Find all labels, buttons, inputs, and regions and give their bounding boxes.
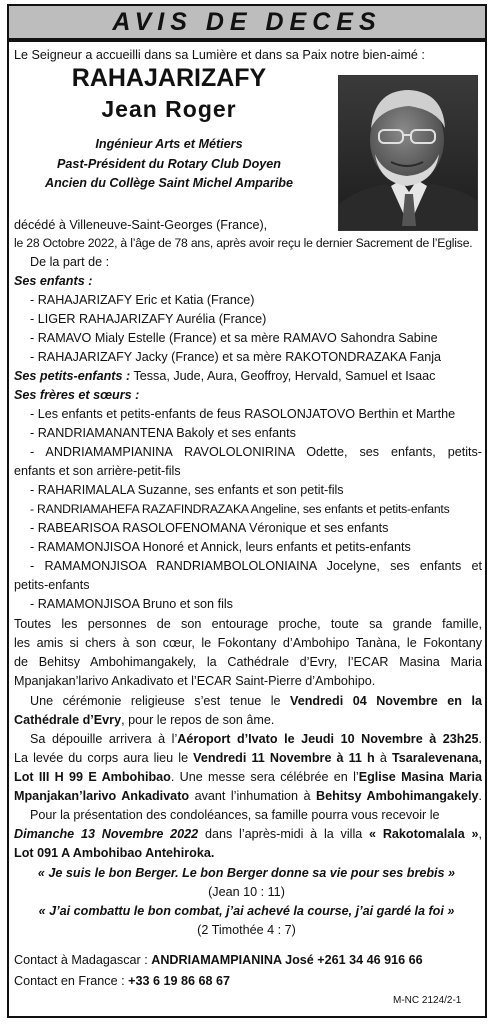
mass-church: Eglise Masina Maria	[358, 770, 482, 784]
grandchildren-heading: Ses petits-enfants :	[14, 369, 131, 383]
contact-label: Contact à Madagascar :	[14, 953, 148, 967]
death-place-line: décédé à Villeneuve-Saint-Georges (France),	[14, 218, 268, 232]
ceremony-line	[14, 712, 274, 729]
contact-france	[14, 973, 230, 990]
sibling-line: - RABEARISOA RASOLOFENOMANA Véronique et ses enfants	[30, 521, 389, 535]
grandchildren-line	[14, 368, 435, 385]
deceased-title: Past-Président du Rotary Club Doyen	[57, 157, 281, 171]
sibling-line: enfants et son arrière-petit-fils	[14, 464, 181, 478]
removal-date: Vendredi 11 Novembre à 11 h	[193, 751, 375, 765]
contact-value: ANDRIAMAMPIANINA José +261 34 46 916 66	[151, 953, 423, 967]
removal-line	[14, 750, 482, 767]
condolences-date: Dimanche 13 Novembre 2022	[14, 827, 199, 841]
sibling-line: - Les enfants et petits-enfants de feus RASOLONJATOVO Berthin et Marthe	[30, 407, 456, 421]
condolences-text: ,	[478, 827, 482, 841]
child-item: - RAHAJARIZAFY Eric et Katia (France)	[30, 293, 255, 307]
ceremony-text: Une cérémonie religieuse s’est tenue le	[30, 694, 281, 708]
condolences-line	[14, 826, 482, 843]
ceremony-date: Vendredi 04 Novembre en la	[290, 694, 482, 708]
burial-text: avant l’inhumation à	[194, 789, 311, 803]
sibling-line: - ANDRIAMAMPIANINA RAVOLOLONIRINA Odette, ses enfants, petits-	[30, 445, 482, 459]
removal-text: à	[379, 751, 387, 765]
sibling-line: - RANDRIAMAHEFA RAZAFINDRAZAKA Angeline, ses enfants et petits-enfants	[30, 502, 450, 516]
ceremony-place: Cathédrale d’Evry	[14, 713, 122, 727]
arrival-text: Sa dépouille arrivera à l’	[30, 732, 178, 746]
entourage-line: Toutes les personnes de son entourage proche, toute sa grande famille,	[14, 617, 482, 631]
mass-text: . Une messe sera célébrée en l’	[170, 770, 359, 784]
removal-text: La levée du corps aura lieu le	[14, 751, 189, 765]
burial-line	[14, 788, 482, 805]
children-heading: Ses enfants :	[14, 274, 93, 288]
arrival-details: Aéroport d’Ivato le Jeudi 10 Novembre à 23h25	[177, 732, 479, 746]
burial-text: .	[478, 789, 483, 803]
deceased-title: Ingénieur Arts et Métiers	[95, 137, 243, 151]
arrival-line	[30, 731, 482, 748]
bible-reference: (Jean 10 : 11)	[208, 885, 285, 899]
burial-place: Behitsy Ambohimangakely	[316, 789, 479, 803]
entourage-line: les amis si chers à son cœur, le Fokontany d’Ambohipo Tanàna, le Fokontany	[14, 636, 482, 650]
contact-value: +33 6 19 86 68 67	[128, 974, 231, 988]
contact-madagascar	[14, 952, 423, 969]
sibling-line: - RANDRIAMANANTENA Bakoly et ses enfants	[30, 426, 296, 440]
condolences-villa: « Rakotomalala »	[369, 827, 479, 841]
arrival-text: .	[478, 732, 482, 746]
deceased-portrait-photo	[338, 75, 478, 231]
mass-church: Mpanjakan’larivo Ankadivato	[14, 789, 190, 803]
grandchildren-names: Tessa, Jude, Aura, Geoffroy, Hervald, Samuel et Isaac	[133, 369, 436, 383]
intro-line: Le Seigneur a accueilli dans sa Lumière et dans sa Paix notre bien-aimé :	[14, 48, 425, 62]
condolences-text: dans l’après-midi à la villa	[204, 827, 363, 841]
child-item: - LIGER RAHAJARIZAFY Aurélia (France)	[30, 312, 267, 326]
siblings-heading: Ses frères et sœurs :	[14, 388, 140, 402]
mass-line	[14, 769, 482, 786]
deceased-surname: RAHAJARIZAFY	[71, 64, 267, 92]
sibling-line: - RAMAMONJISOA Bruno et son fils	[30, 597, 233, 611]
death-date-line: le 28 Octobre 2022, à l’âge de 78 ans, après avoir reçu le dernier Sacrement de l’Eglise.	[14, 236, 473, 250]
ceremony-text: , pour le repos de son âme.	[121, 713, 275, 727]
contact-label: Contact en France :	[14, 974, 125, 988]
deceased-given-names: Jean Roger	[101, 96, 237, 122]
ceremony-line	[30, 693, 482, 710]
from-line: De la part de :	[30, 255, 110, 269]
removal-address: Lot III H 99 E Ambohibao	[14, 770, 171, 784]
sibling-line: - RAMAMONJISOA Honoré et Annick, leurs enfants et petits-enfants	[30, 540, 411, 554]
sibling-line: - RAMAMONJISOA RANDRIAMBOLOLONIAINA Jocelyne, ses enfants et	[30, 559, 482, 573]
child-item: - RAMAVO Mialy Estelle (France) et sa mère RAMAVO Sahondra Sabine	[30, 331, 438, 345]
bible-quote: « Je suis le bon Berger. Le bon Berger donne sa vie pour ses brebis »	[37, 866, 456, 880]
condolences-address: Lot 091 A Ambohibao Antehiroka.	[14, 846, 215, 860]
entourage-line: de Behitsy Ambohimangakely, la Cathédrale d’Evry, l’ECAR Masina Maria	[14, 655, 482, 669]
notice-header-banner: AVIS DE DECES	[7, 4, 487, 40]
sibling-line: petits-enfants	[14, 578, 90, 592]
entourage-line: Mpanjakan’larivo Ankadivato et l’ECAR Saint-Pierre d’Ambohipo.	[14, 674, 376, 688]
child-item: - RAHAJARIZAFY Jacky (France) et sa mère RAKOTONDRAZAKA Fanja	[30, 350, 442, 364]
condolences-line: Pour la présentation des condoléances, sa famille pourra vous recevoir le	[30, 808, 440, 822]
notice-reference: M-NC 2124/2-1	[393, 995, 462, 1006]
bible-reference: (2 Timothée 4 : 7)	[197, 923, 296, 937]
deceased-title: Ancien du Collège Saint Michel Amparibe	[45, 176, 293, 190]
bible-quote: « J’ai combattu le bon combat, j’ai achevé la course, j’ai gardé la foi »	[38, 904, 455, 918]
removal-place: Tsaralevenana,	[391, 751, 483, 765]
sibling-line: - RAHARIMALALA Suzanne, ses enfants et son petit-fils	[30, 483, 344, 497]
